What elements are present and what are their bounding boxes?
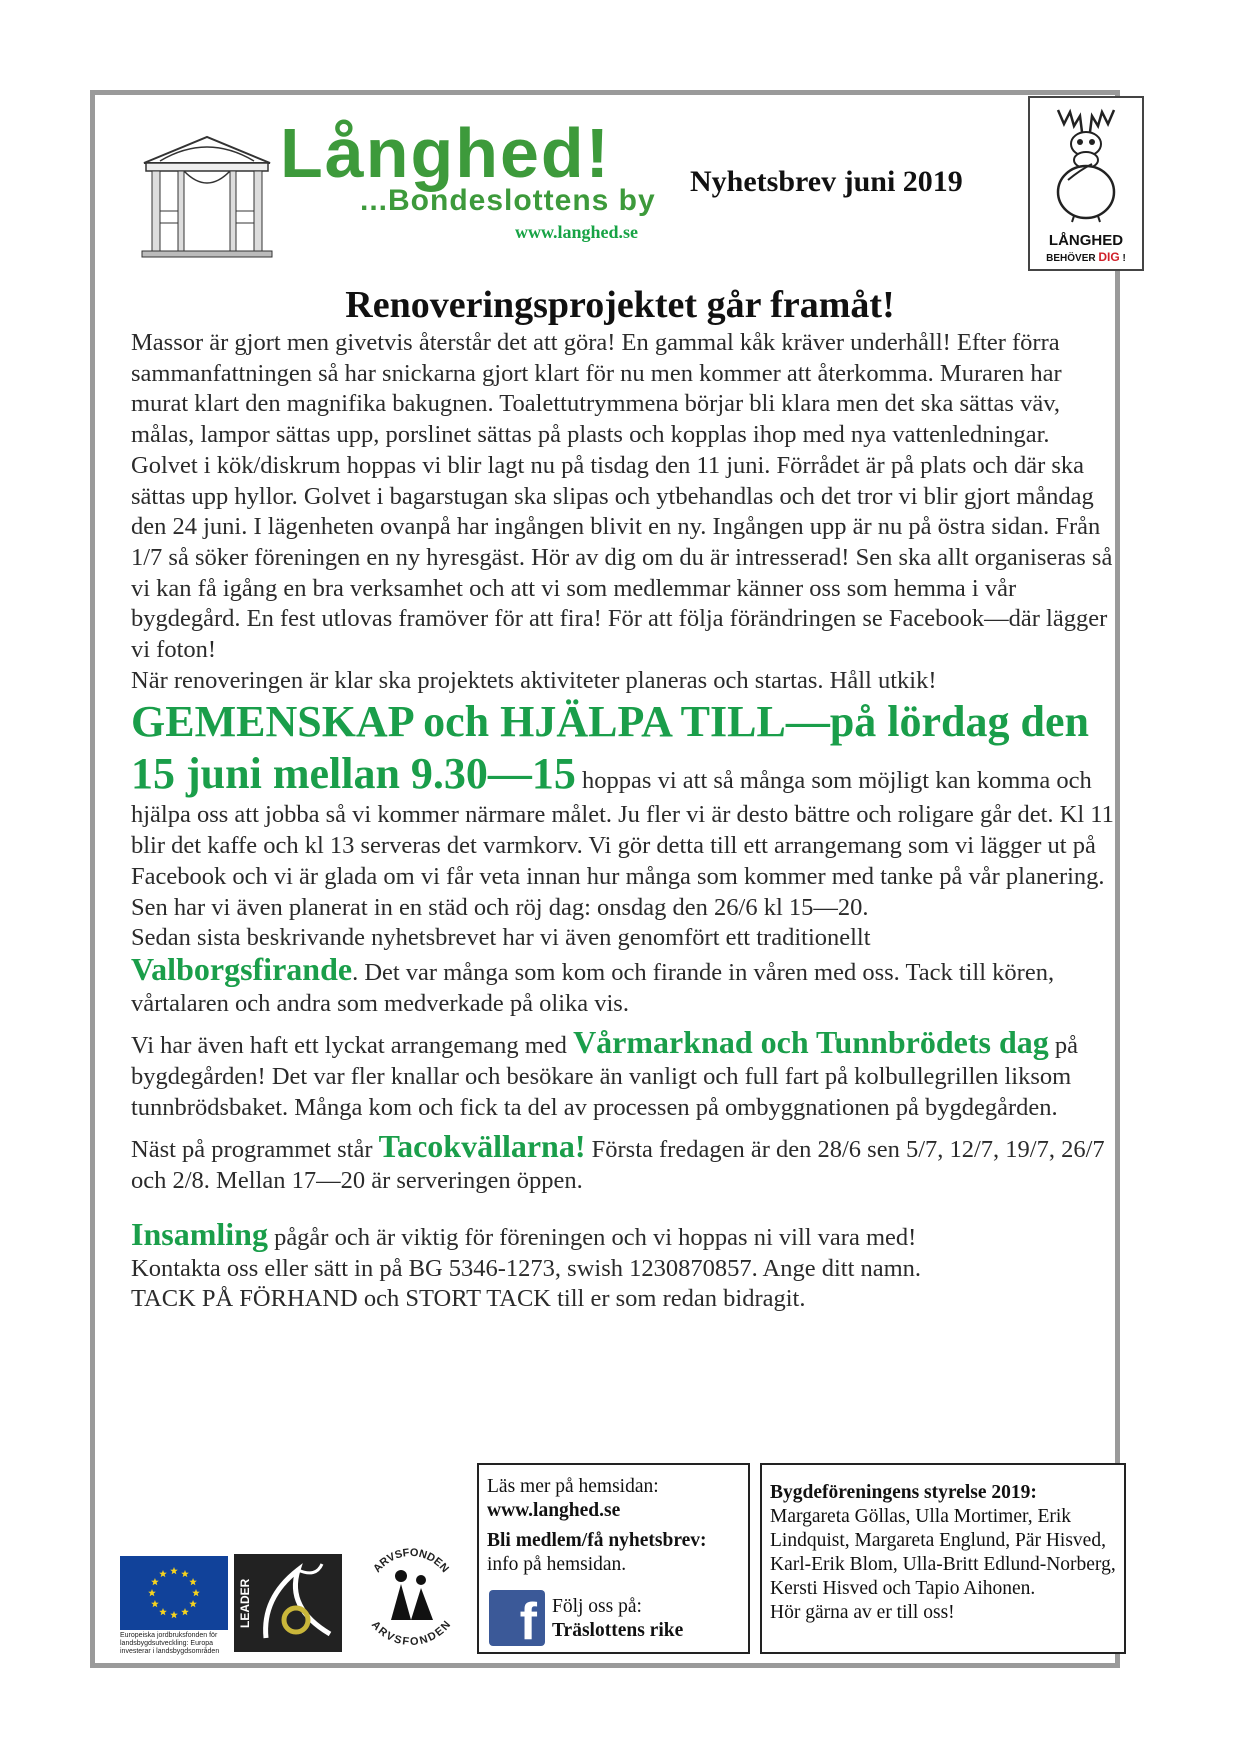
taco-intro: Näst på programmet står — [131, 1136, 379, 1164]
house-icon — [140, 133, 274, 258]
board-heading: Bygdeföreningens styrelse 2019: — [770, 1482, 1037, 1503]
taco-heading: Tacokvällarna! — [378, 1128, 586, 1165]
moose-badge-name: LÅNGHED — [1048, 232, 1124, 249]
eu-flag-icon — [120, 1556, 228, 1630]
taco-paragraph — [131, 1128, 1121, 1196]
stad-dag-paragraph: Sen har vi även planerat in en städ och röj dag: onsdag den 26/6 kl 15—20. — [131, 893, 869, 921]
moose-badge-tagline — [1030, 250, 1142, 264]
arvsfonden-bottom-text: ARVSFONDEN — [368, 1618, 454, 1649]
market-intro: Vi har även haft ett lyckat arrangemang med — [131, 1032, 574, 1060]
board-closing: Hör gärna av er till oss! — [770, 1602, 955, 1623]
renovation-paragraph: Massor är gjort men givetvis återstår det att göra! En gammal kåk kräver underhåll! Efter förra sammanfattningen så har snickarna gjort klart för nu men kommer att återkomma. Muraren har murat klart den magnifika bakugnen. Toalettutrymmena börjar bli klara men det ska sättas väv, målas, lampor sättas upp, porslinet sättas på plasts och kopplas ihop med nya vattenledningar. Golvet i kök/diskrum hoppas vi blir lagt nu på tisdag den 11 juni. Förrådet är på plats och där ska sättas upp hyllor. Golvet i bagarstugan ska slipas och ytbehandlas och det tror vi blir gjort måndag den 24 juni. I lägenheten ovanpå har ingången blivit en ny. Ingången upp är nu på östra sidan. Från 1/7 så söker föreningen en ny hyresgäst. Hör av dig om du är intresserad! Sen ska allt organiseras så vi kan få igång en bra verksamhet och att vi som medlemmar känner oss som hemma i vår bygdegård. En fest utlovas framöver för att fira! För att följa förändringen se Facebook—där lägger vi foton! — [131, 329, 1113, 664]
insamling-heading: Insamling — [131, 1215, 268, 1252]
gemenskap-heading: GEMENSKAP och HJÄLPA TILL—på lördag den 15 juni mellan 9.30—15 — [131, 697, 1089, 799]
valborg-heading: Valborgsfirande — [131, 950, 353, 987]
renovation-end-paragraph: När renoveringen är klar ska projektets aktiviteter planeras och startas. Håll utkik! — [131, 666, 937, 694]
valborg-paragraph — [131, 950, 1121, 1019]
website-box — [477, 1463, 750, 1654]
member-text: info på hemsidan. — [487, 1554, 627, 1575]
eu-caption: Europeiska jordbruksfonden för landsbygdsutveckling: Europa investerar i landsbygdsområden — [120, 1632, 220, 1655]
market-text: på bygdegården! Det var fler knallar och besökare än vanligt och full fart på kolbullegrillen liksom tunnbrödsbaket. Många kom och fick ta del av processen på ombyggnationen på bygdegården. — [131, 1032, 1078, 1121]
arvsfonden-icon — [355, 1540, 467, 1652]
moose-icon — [1036, 104, 1136, 224]
read-more-label: Läs mer på hemsidan: — [487, 1476, 659, 1497]
leader-icon — [256, 1558, 340, 1648]
arvsfonden-top-text: ARVSFONDEN — [371, 1546, 451, 1575]
facebook-icon[interactable]: f — [489, 1590, 545, 1646]
market-paragraph — [131, 1024, 1121, 1123]
follow-label: Följ oss på: — [552, 1596, 642, 1617]
thanks-paragraph: TACK PÅ FÖRHAND och STORT TACK till er som redan bidragit. — [131, 1285, 806, 1313]
moose-tag-dig: DIG — [1098, 250, 1120, 264]
moose-tag-post: ! — [1119, 253, 1126, 264]
gemenskap-text: hoppas vi att så många som möjligt kan komma och hjälpa oss att jobba så vi kommer närmare målet. Ju fler vi är desto bättre och roligare går det. Kl 11 blir det kaffe och kl 13 serveras det varmkorv. Vi gör detta till ett arrangemang som vi lägger ut på Facebook och vi är glada om vi får veta innan hur många som kommer med tanke på vår planering. — [131, 767, 1114, 890]
article-body — [131, 328, 1121, 1315]
member-heading: Bli medlem/få nyhetsbrev: — [487, 1530, 707, 1551]
board-box — [760, 1463, 1126, 1654]
valborg-intro: Sedan sista beskrivande nyhetsbrevet har vi även genomfört ett traditionellt — [131, 924, 871, 952]
leader-logo — [234, 1554, 342, 1652]
website-link[interactable]: www.langhed.se — [487, 1500, 621, 1521]
valborg-text: . Det var många som kom och firande in våren med oss. Tack till kören, vårtalaren och andra som medverkade på olika vis. — [131, 958, 1055, 1017]
logo-url-link[interactable]: www.langhed.se — [515, 222, 639, 242]
market-heading: Vårmarknad och Tunnbrödets dag — [573, 1024, 1049, 1061]
issue-title: Nyhetsbrev juni 2019 — [690, 165, 963, 198]
moose-tag-pre: BEHÖVER — [1046, 253, 1099, 264]
leader-text: LEADER — [238, 1578, 252, 1628]
insamling-paragraph — [131, 1215, 1121, 1254]
facebook-page-name: Träslottens rike — [552, 1620, 684, 1641]
insamling-text: pågår och är viktig för föreningen och vi hoppas ni vill vara med! — [267, 1223, 917, 1251]
facebook-follow[interactable] — [552, 1595, 747, 1643]
logo-subtitle: ...Bondeslottens by — [360, 184, 656, 217]
headline: Renoveringsprojektet går framåt! — [345, 284, 895, 326]
moose-badge — [1028, 96, 1144, 271]
logo-title: Långhed! — [280, 114, 611, 192]
board-members: Margareta Göllas, Ulla Mortimer, Erik Lindquist, Margareta Englund, Pär Hisved, Karl-Erik Blom, Ulla-Britt Edlund-Norberg, Kersti Hisved och Tapio Aihonen. — [770, 1506, 1116, 1599]
taco-text: Första fredagen är den 28/6 sen 5/7, 12/7, 19/7, 26/7 och 2/8. Mellan 17—20 är serveringen öppen. — [131, 1136, 1105, 1195]
contact-paragraph: Kontakta oss eller sätt in på BG 5346-1273, swish 1230870857. Ange ditt namn. — [131, 1254, 922, 1282]
gemenskap-paragraph — [131, 696, 1121, 892]
